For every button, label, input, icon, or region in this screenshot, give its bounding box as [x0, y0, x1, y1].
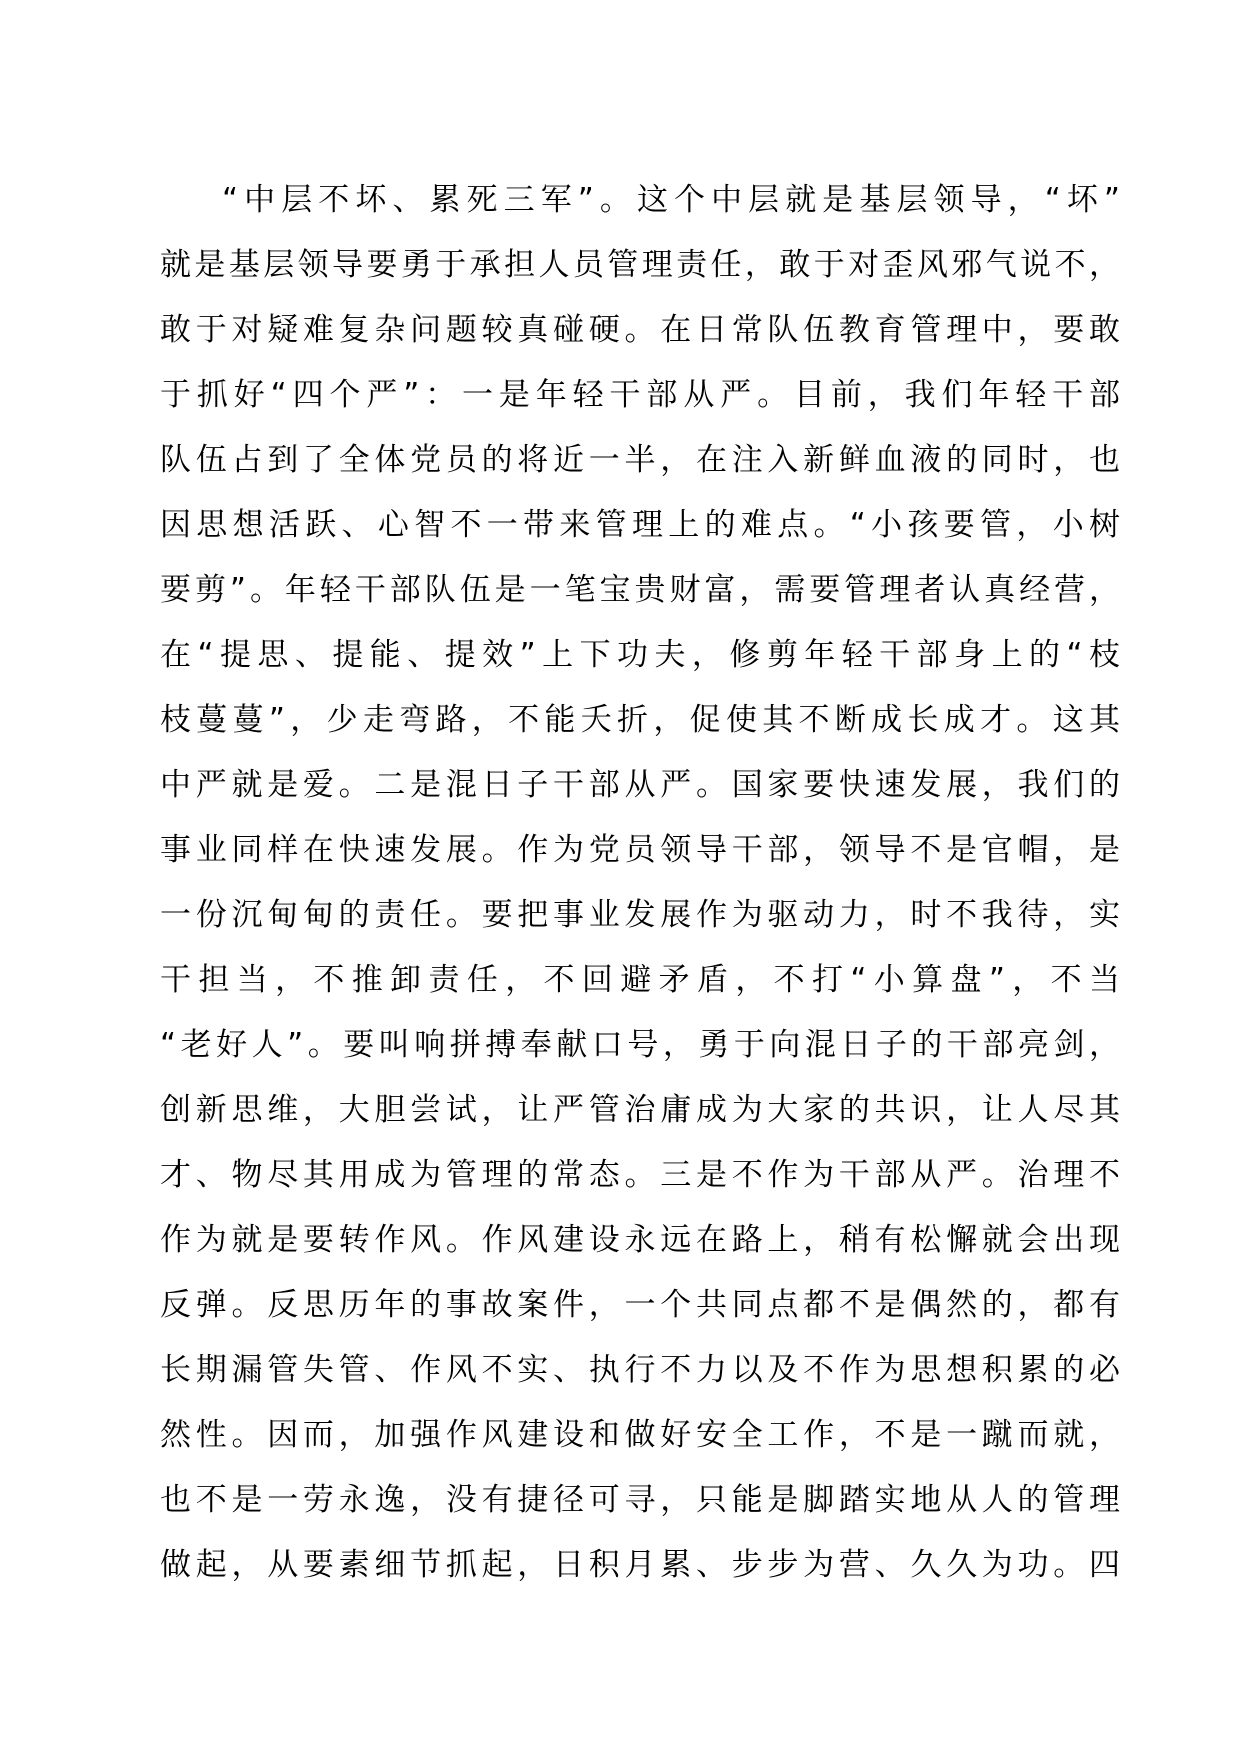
- text-line: “老好人”。要叫响拼搏奉献口号，勇于向混日子的干部亮剑，: [160, 1027, 1120, 1063]
- text-line: 要剪”。年轻干部队伍是一笔宝贵财富，需要管理者认真经营，: [160, 572, 1120, 608]
- text-line: 就是基层领导要勇于承担人员管理责任，敢于对歪风邪气说不，: [160, 247, 1120, 283]
- text-line: 于抓好“四个严”：一是年轻干部从严。目前，我们年轻干部: [160, 377, 1120, 413]
- text-line: 事业同样在快速发展。作为党员领导干部，领导不是官帽，是: [160, 832, 1120, 868]
- text-line: 枝蔓蔓”，少走弯路，不能夭折，促使其不断成长成才。这其: [160, 702, 1120, 738]
- text-line: 然性。因而，加强作风建设和做好安全工作，不是一蹴而就，: [160, 1417, 1120, 1453]
- text-line: 因思想活跃、心智不一带来管理上的难点。“小孩要管，小树: [160, 507, 1120, 543]
- text-line: 才、物尽其用成为管理的常态。三是不作为干部从严。治理不: [160, 1157, 1120, 1193]
- text-line: 中严就是爱。二是混日子干部从严。国家要快速发展，我们的: [160, 767, 1120, 803]
- text-line: 也不是一劳永逸，没有捷径可寻，只能是脚踏实地从人的管理: [160, 1482, 1120, 1518]
- text-line: 创新思维，大胆尝试，让严管治庸成为大家的共识，让人尽其: [160, 1092, 1120, 1128]
- text-line: 敢于对疑难复杂问题较真碰硬。在日常队伍教育管理中，要敢: [160, 312, 1120, 348]
- text-line: 反弹。反思历年的事故案件，一个共同点都不是偶然的，都有: [160, 1287, 1120, 1323]
- text-line: 作为就是要转作风。作风建设永远在路上，稍有松懈就会出现: [160, 1222, 1120, 1258]
- text-line: “中层不坏、累死三军”。这个中层就是基层领导，“坏”: [222, 182, 1120, 218]
- text-line: 做起，从要素细节抓起，日积月累、步步为营、久久为功。四: [160, 1547, 1120, 1583]
- text-line: 干担当，不推卸责任，不回避矛盾，不打“小算盘”，不当: [160, 962, 1120, 998]
- text-line: 队伍占到了全体党员的将近一半，在注入新鲜血液的同时，也: [160, 442, 1120, 478]
- text-line: 长期漏管失管、作风不实、执行不力以及不作为思想积累的必: [160, 1352, 1120, 1388]
- text-line: 在“提思、提能、提效”上下功夫，修剪年轻干部身上的“枝: [160, 637, 1120, 673]
- body-paragraph: [160, 168, 1120, 1598]
- text-line: 一份沉甸甸的责任。要把事业发展作为驱动力，时不我待，实: [160, 897, 1120, 933]
